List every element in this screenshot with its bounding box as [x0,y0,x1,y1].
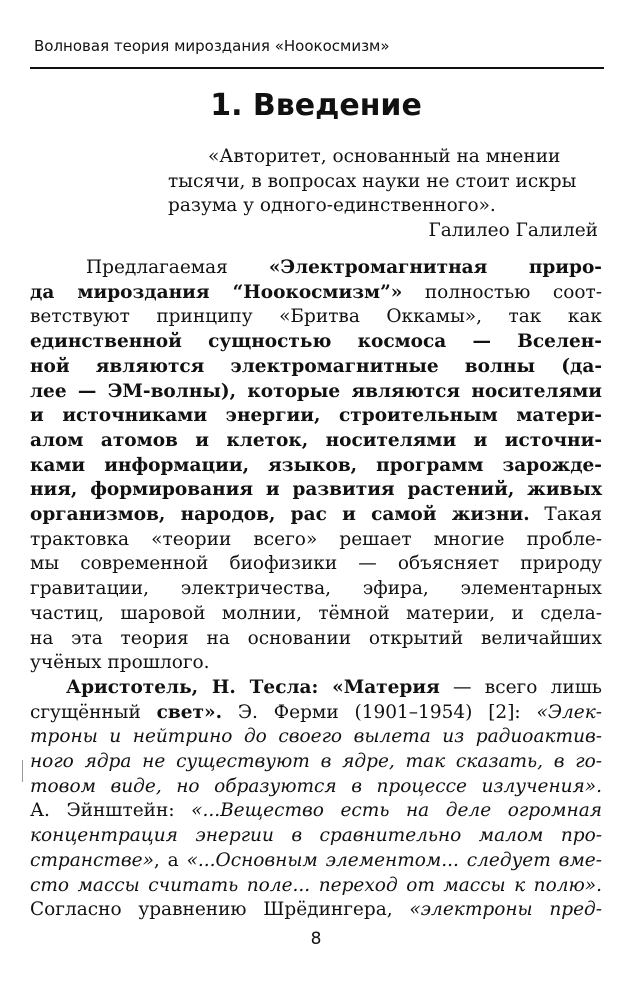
italic-run: троны и нейтрино до своего вылета из радиоактив- [30,726,602,748]
margin-mark [22,760,23,782]
bold-run: единственной сущностью космоса — Вселен- [30,331,602,353]
text-line: на эта теория на основании открытий величайших [30,627,602,649]
text-line: ветствуют принципу «Бритва Оккамы», так как [30,306,602,328]
epigraph-line: разума у одного-единственного». [168,195,496,217]
text-line [30,503,602,528]
text-line [30,849,602,874]
chapter-title: 1. Введение [210,88,422,123]
bold-run: лее — ЭМ-волны), которые являются носителями [30,380,602,402]
bold-run: ками информации, языков, программ зарожде- [30,454,602,476]
text-line [30,454,602,479]
italic-run: «Элек- [536,701,603,723]
bold-run: организмов, народов, рас и самой жизни. [30,504,530,526]
running-header: Волновая теория мироздания «Ноокосмизм» [34,37,390,55]
italic-run: «...Основным элементом... следует вме- [186,849,602,871]
text-run: — всего лишь [439,676,602,698]
text-run: сгущённый [30,701,157,723]
header-rule [30,67,604,69]
italic-run: товом виде, но образуются в процессе излучения». [30,775,602,797]
epigraph-author: Галилео Галилей [428,220,598,242]
epigraph-line: тысячи, в вопросах науки не стоит искры [168,170,577,192]
text-line: трактовка «теории всего» решает многие пробле- [30,528,602,550]
text-line [30,775,602,800]
text-line [30,725,602,750]
text-run: А. Эйнштейн: [30,800,192,822]
text-line [30,429,602,454]
text-line: мы современной биофизики — объясняет природу [30,553,602,575]
text-line [30,380,602,405]
bold-run: и источниками энергии, строительным матери- [30,405,602,427]
bold-run: «Электромагнитная приро- [268,257,602,278]
italic-run: странстве» [30,849,154,871]
text-line [30,281,602,306]
text-run: Предлагаемая [86,257,228,278]
text-run: Такая [529,504,603,526]
text-line [30,676,602,701]
epigraph [168,145,598,244]
bold-run: ния, формирования и развития растений, живых [30,479,602,501]
text-line [30,330,602,355]
text-line [30,478,602,503]
body-text [30,256,602,923]
italic-run: ного ядра не существуют в ядре, так сказать, в го- [30,751,602,773]
text-run: , а [153,849,187,871]
bold-run: алом атомов и клеток, носителями и источни- [30,429,602,451]
italic-run: «...Вещество есть на деле огромная [191,800,602,822]
text-line [30,701,602,726]
page-number: 8 [310,929,322,949]
text-line [30,256,602,281]
bold-run: да мироздания “Ноокосмизм”» [30,281,403,303]
text-line: гравитации, электричества, эфира, элементарных [30,578,602,600]
text-line [30,824,602,849]
text-run: Согласно уравнению Шрёдингера, [30,899,410,921]
text-line [30,898,602,923]
text-run: полностью соот- [402,281,602,303]
italic-run: сто массы считать поле... переход от массы к полю». [30,874,602,896]
bold-run: свет». [156,701,223,723]
text-line [30,874,602,899]
text-line [30,404,602,429]
epigraph-line: «Авторитет, основанный на мнении [208,146,561,167]
bold-run: Аристотель, Н. Тесла: «Материя [66,676,440,698]
text-run: Э. Ферми (1901–1954) [2]: [222,701,537,723]
bold-run: ной являются электромагнитные волны (да- [30,355,602,377]
italic-run: «электроны пред- [409,899,603,921]
text-line [30,355,602,380]
text-line: частиц, шаровой молнии, тёмной материи, и сдела- [30,602,602,624]
italic-run: концентрация энергии в сравнительно малом про- [30,825,602,847]
text-line [30,799,602,824]
text-line: учёных прошлого. [30,652,210,674]
text-line [30,750,602,775]
